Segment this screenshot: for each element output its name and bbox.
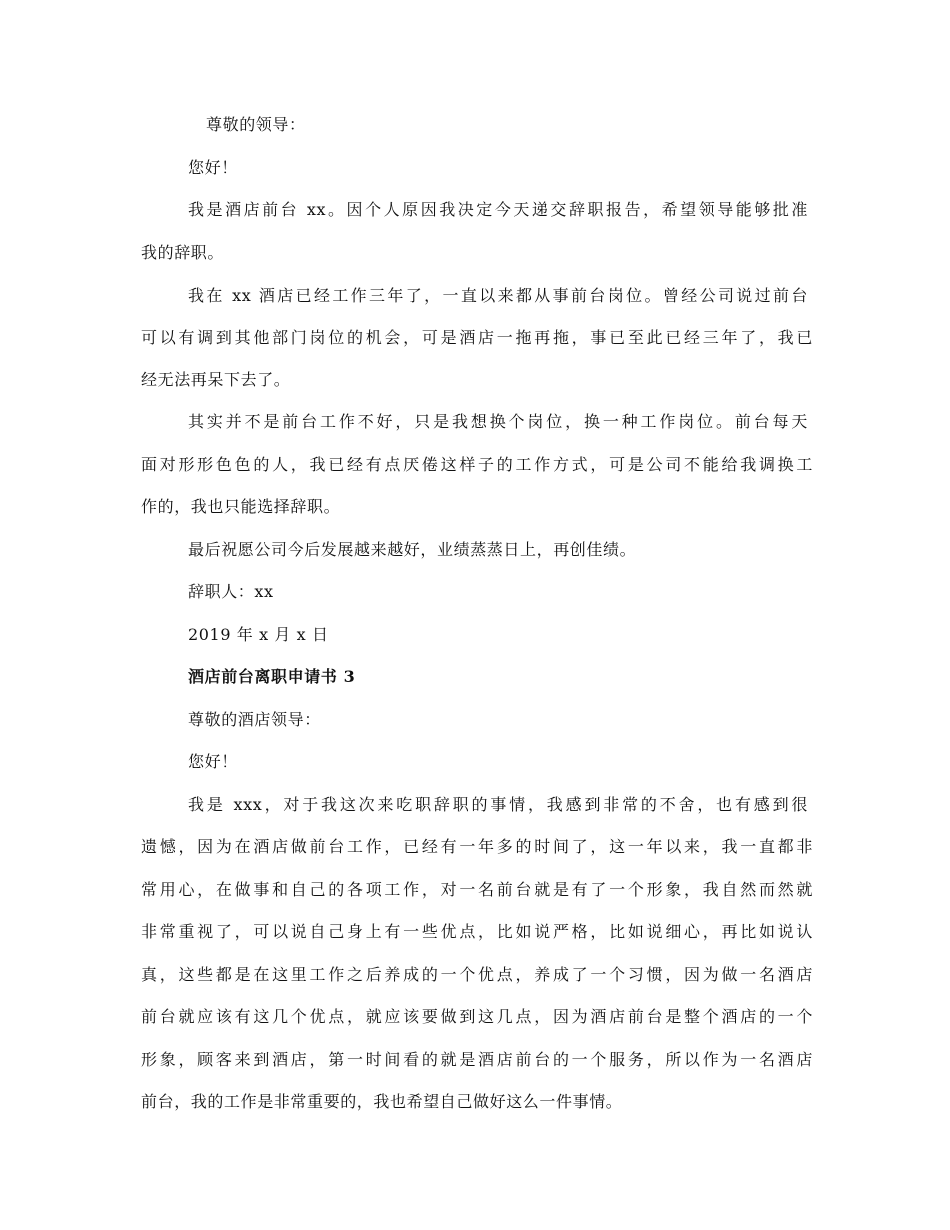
date-line: 2019 年 x 月 x 日 xyxy=(188,625,329,644)
paragraph-line: 我是酒店前台 xx。因个人原因我决定今天递交辞职报告，希望领导能够批准 xyxy=(188,200,808,219)
paragraph-line: 非常重视了，可以说自己身上有一些优点，比如说严格，比如说细心，再比如说认 xyxy=(141,922,813,941)
paragraph-line: 我是 xxx，对于我这次来吃职辞职的事情，我感到非常的不舍，也有感到很 xyxy=(188,795,808,814)
paragraph-line: 形象，顾客来到酒店，第一时间看的就是酒店前台的一个服务，所以作为一名酒店 xyxy=(141,1050,813,1069)
signer-line: 辞职人：xx xyxy=(188,582,274,601)
paragraph-line: 经无法再呆下去了。 xyxy=(141,370,291,389)
section-title: 酒店前台离职申请书 3 xyxy=(188,667,356,686)
paragraph-line: 真，这些都是在这里工作之后养成的一个优点，养成了一个习惯，因为做一名酒店 xyxy=(141,965,813,984)
paragraph-line: 其实并不是前台工作不好，只是我想换个岗位，换一种工作岗位。前台每天 xyxy=(188,412,808,431)
paragraph-line: 我的辞职。 xyxy=(141,243,225,262)
paragraph-line: 遗憾，因为在酒店做前台工作，已经有一年多的时间了，这一年以来，我一直都非 xyxy=(141,837,813,856)
salutation: 尊敬的领导： xyxy=(206,115,306,134)
salutation: 尊敬的酒店领导： xyxy=(188,710,321,729)
paragraph-line: 前台就应该有这几个优点，就应该要做到这几点，因为酒店前台是整个酒店的一个 xyxy=(141,1007,813,1026)
paragraph-line: 面对形形色色的人，我已经有点厌倦这样子的工作方式，可是公司不能给我调换工 xyxy=(141,455,813,474)
paragraph-line: 可以有调到其他部门岗位的机会，可是酒店一拖再拖，事已至此已经三年了，我已 xyxy=(141,328,813,347)
paragraph-line: 作的，我也只能选择辞职。 xyxy=(141,497,341,516)
paragraph-line: 最后祝愿公司今后发展越来越好，业绩蒸蒸日上，再创佳绩。 xyxy=(188,540,637,559)
paragraph-line: 前台，我的工作是非常重要的，我也希望自己做好这么一件事情。 xyxy=(141,1092,623,1111)
greeting: 您好！ xyxy=(188,752,238,771)
greeting: 您好！ xyxy=(188,158,238,177)
paragraph-line: 常用心，在做事和自己的各项工作，对一名前台就是有了一个形象，我自然而然就 xyxy=(141,880,813,899)
paragraph-line: 我在 xx 酒店已经工作三年了，一直以来都从事前台岗位。曾经公司说过前台 xyxy=(188,286,808,305)
